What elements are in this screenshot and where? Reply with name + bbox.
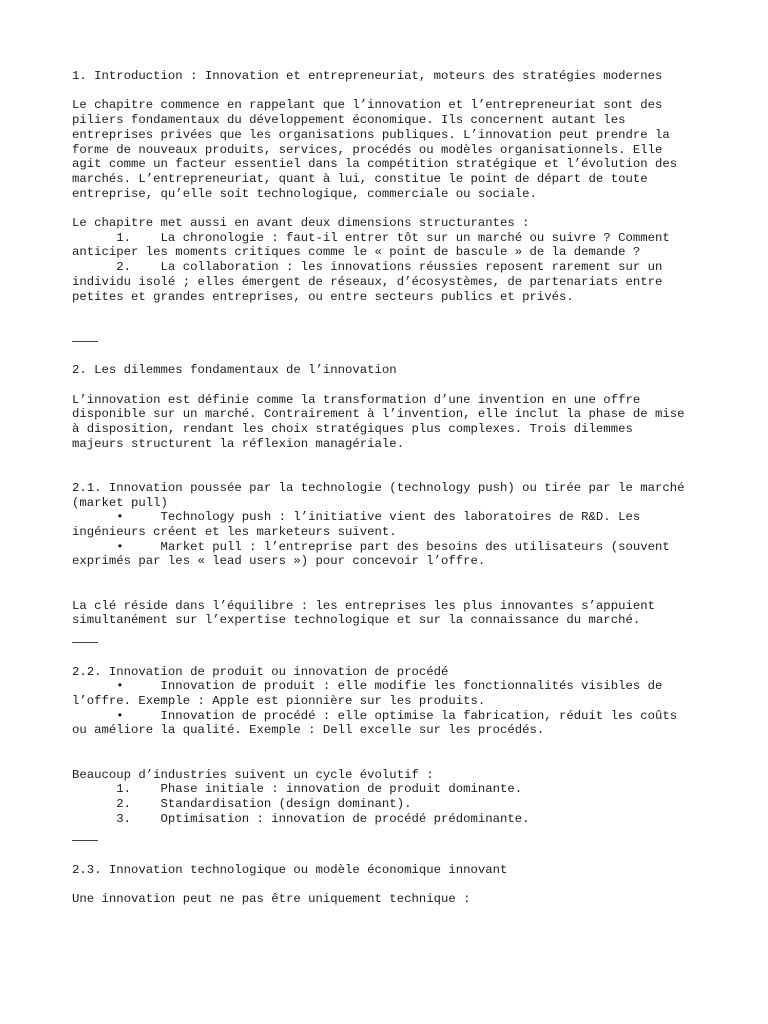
text-line: entreprises privées que les organisations publiques. L’innovation peut prendre la: [72, 127, 670, 142]
section-divider: [72, 642, 98, 643]
section-1-paragraph-1: [72, 98, 712, 201]
text-line: L’innovation est définie comme la transformation d’une invention en une offre: [72, 392, 641, 407]
text-line: marchés. L’entrepreneuriat, quant à lui, constitue le point de départ de toute: [72, 171, 648, 186]
section-divider: [72, 840, 98, 841]
text-line: l’offre. Exemple : Apple est pionnière sur les produits.: [72, 694, 486, 708]
subsection-2-2-cycle-list: [72, 768, 712, 827]
section-divider: [72, 341, 98, 342]
text-line: ou améliore la qualité. Exemple : Dell excelle sur les procédés.: [72, 723, 545, 738]
list-item: • Market pull : l’entreprise part des besoins des utilisateurs (souvent: [72, 539, 670, 554]
section-1-paragraph-2: [72, 216, 712, 304]
subsection-2-3-heading: 2.3. Innovation technologique ou modèle économique innovant: [72, 863, 508, 877]
text-line: majeurs structurent la réflexion managériale.: [72, 436, 405, 451]
text-line: à disposition, rendant les choix stratégiques plus complexes. Trois dilemmes: [72, 422, 633, 437]
text-line: exprimés par les « lead users ») pour concevoir l’offre.: [72, 554, 486, 569]
subsection-2-3-paragraph: Une innovation peut ne pas être uniquement technique :: [72, 892, 471, 907]
section-1-heading: 1. Introduction : Innovation et entrepreneuriat, moteurs des stratégies modernes: [72, 69, 663, 83]
text-line: anticiper les moments critiques comme le « point de bascule » de la demande ?: [72, 245, 641, 260]
document-page: [72, 69, 712, 907]
list-item: 1. Phase initiale : innovation de produit dominante.: [72, 782, 523, 797]
subsection-2-1-bullet-list: [72, 510, 712, 569]
text-line: (market pull): [72, 495, 168, 510]
list-item: 3. Optimisation : innovation de procédé prédominante.: [72, 811, 530, 826]
text-line: petites et grandes entreprises, ou entre secteurs publics et privés.: [72, 289, 574, 304]
text-line: ingénieurs créent et les marketeurs suivent.: [72, 525, 397, 539]
list-item: 2. La collaboration : les innovations réussies reposent rarement sur un: [72, 260, 663, 275]
text-line: Le chapitre commence en rappelant que l’innovation et l’entrepreneuriat sont des: [72, 98, 663, 113]
text-line: simultanément sur l’expertise technologique et sur la connaissance du marché.: [72, 613, 641, 628]
section-2-paragraph-1: [72, 393, 712, 452]
subsection-2-1-paragraph: [72, 599, 712, 628]
text-line: disponible sur un marché. Contrairement à l’invention, elle inclut la phase de mise: [72, 407, 685, 422]
subsection-2-2-bullet-list: [72, 679, 712, 738]
subsection-2-2-heading: 2.2. Innovation de produit ou innovation de procédé: [72, 664, 449, 679]
list-item: 1. La chronologie : faut-il entrer tôt sur un marché ou suivre ? Comment: [72, 230, 670, 245]
text-line: agit comme un facteur essentiel dans la compétition stratégique et l’évolution des: [72, 157, 678, 172]
list-item: • Innovation de procédé : elle optimise la fabrication, réduit les coûts: [72, 708, 678, 723]
list-item: • Innovation de produit : elle modifie les fonctionnalités visibles de: [72, 679, 663, 694]
text-line: 2.1. Innovation poussée par la technologie (technology push) ou tirée par le marché: [72, 480, 685, 495]
text-line: individu isolé ; elles émergent de réseaux, d’écosystèmes, de partenariats entre: [72, 274, 663, 289]
section-2-heading: 2. Les dilemmes fondamentaux de l’innovation: [72, 363, 397, 378]
text-line: Le chapitre met aussi en avant deux dimensions structurantes :: [72, 216, 530, 230]
text-line: La clé réside dans l’équilibre : les entreprises les plus innovantes s’appuient: [72, 598, 655, 613]
text-line: forme de nouveaux produits, services, procédés ou modèles organisationnels. Elle: [72, 142, 663, 157]
text-line: Beaucoup d’industries suivent un cycle évolutif :: [72, 767, 434, 782]
text-line: piliers fondamentaux du développement économique. Ils concernent autant les: [72, 113, 626, 128]
subsection-2-1-heading: [72, 481, 712, 510]
list-item: 2. Standardisation (design dominant).: [72, 796, 412, 811]
text-line: entreprise, qu’elle soit technologique, commerciale ou sociale.: [72, 186, 537, 201]
list-item: • Technology push : l’initiative vient des laboratoires de R&D. Les: [72, 510, 641, 525]
